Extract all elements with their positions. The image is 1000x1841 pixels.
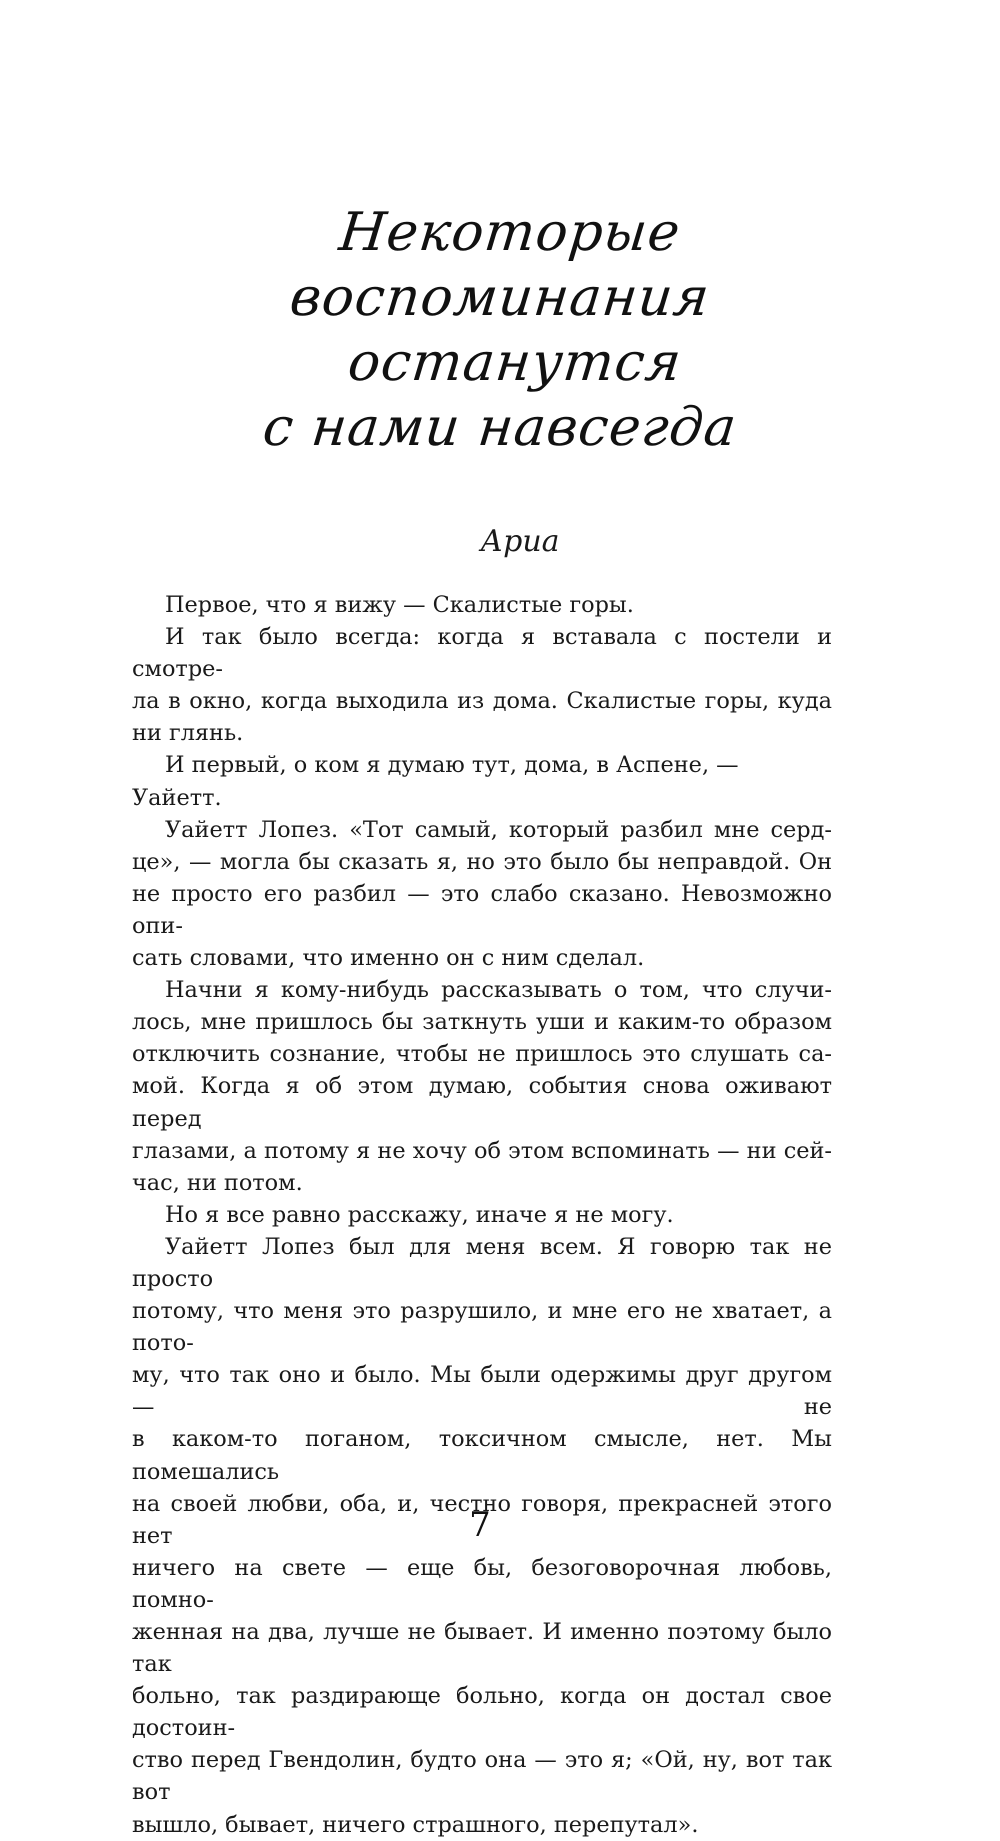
text-line: на своей любви, оба, и, честно говоря, прекрасней этого нет [132,1490,832,1549]
text-line: Но я все равно расскажу, иначе я не могу. [165,1201,674,1228]
body-text [132,589,832,1841]
text-line: му, что так оно и было. Мы были одержимы друг другом — не [132,1362,832,1421]
text-line: час, ни потом. [132,1169,303,1196]
text-line: больно, так раздирающе больно, когда он достал свое достоин- [132,1683,832,1742]
chapter-title-line: Некоторые [336,202,684,263]
text-line: це», — могла бы сказать я, но это было бы неправдой. Он [132,848,832,875]
text-line: отключить сознание, чтобы не пришлось это слушать са- [132,1041,832,1068]
text-line: вышло, бывает, ничего страшного, перепутал». [132,1811,699,1838]
chapter-title [200,200,800,460]
page-number: 7 [469,1505,491,1545]
text-line: мой. Когда я об этом думаю, события снова оживают перед [132,1073,832,1132]
text-line: ла в окно, когда выходила из дома. Скалистые горы, куда [132,688,832,715]
text-line: потому, что меня это разрушило, и мне его не хватает, а пото- [132,1298,832,1357]
text-line: не просто его разбил — это слабо сказано. Невозможно опи- [132,880,832,939]
text-line: в каком-то поганом, токсичном смысле, нет. Мы помешались [132,1426,832,1485]
text-line: ничего на свете — еще бы, безоговорочная любовь, помно- [132,1554,832,1613]
character-name: Ариа [480,524,560,559]
text-line: И первый, о ком я думаю тут, дома, в Аспене, — Уайетт. [132,752,739,811]
text-line: лось, мне пришлось бы заткнуть уши и каким-то образом [132,1009,832,1036]
text-line: ство перед Гвендолин, будто она — это я; «Ой, ну, вот так вот [132,1747,832,1806]
chapter-title-line: с нами навсегда [260,397,740,458]
text-line: сать словами, что именно он с ним сделал. [132,945,645,972]
text-line: Начни я кому-нибудь рассказывать о том, что случи- [165,977,832,1004]
text-line: Уайетт Лопез. «Тот самый, который разбил мне серд- [165,816,832,843]
text-line: Первое, что я вижу — Скалистые горы. [165,592,634,618]
text-line: И так было всегда: когда я вставала с постели и смотре- [132,624,832,683]
text-line: Уайетт Лопез был для меня всем. Я говорю так не просто [132,1233,832,1292]
chapter-title-line: воспоминания [287,267,713,328]
chapter-title-line: останутся [345,332,685,393]
text-line: женная на два, лучше не бывает. И именно поэтому было так [132,1619,832,1678]
text-line: глазами, а потому я не хочу об этом вспоминать — ни сей- [132,1137,832,1164]
text-line: ни глянь. [132,720,244,747]
